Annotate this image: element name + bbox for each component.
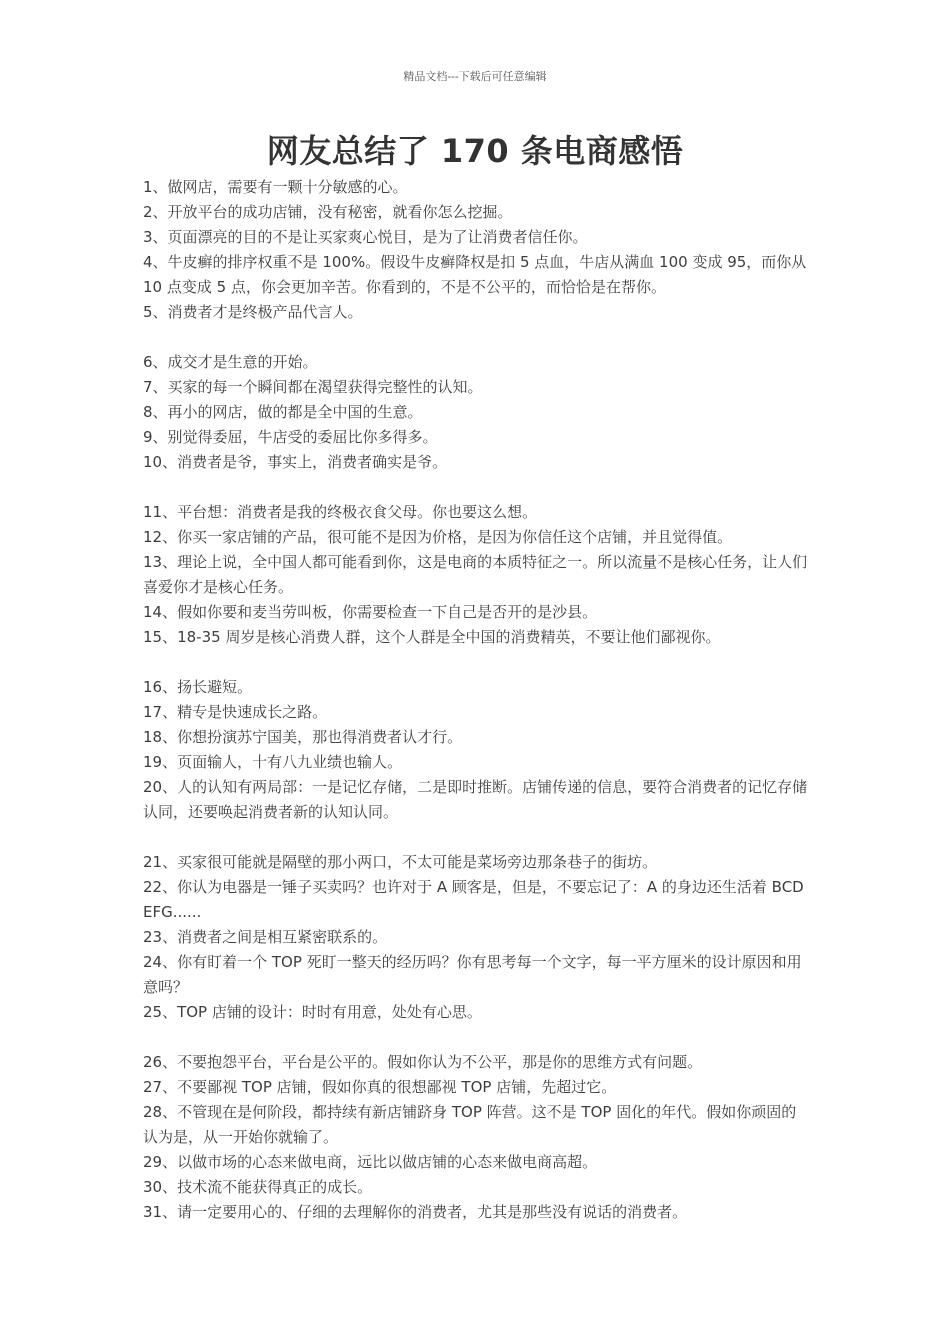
- list-item: 5、消费者才是终极产品代言人。: [143, 303, 363, 321]
- list-item: 1、做网店，需要有一颗十分敏感的心。: [143, 178, 408, 196]
- list-item: 31、请一定要用心的、仔细的去理解你的消费者，尤其是那些没有说话的消费者。: [143, 1203, 688, 1221]
- list-item: 17、精专是快速成长之路。: [143, 703, 328, 721]
- list-item: 13、理论上说，全中国人都可能看到你，这是电商的本质特征之一。所以流量不是核心任务，让人们喜爱你才是核心任务。: [143, 553, 808, 596]
- list-item: 26、不要抱怨平台，平台是公平的。假如你认为不公平，那是你的思维方式有问题。: [143, 1053, 703, 1071]
- paragraph-group: [143, 500, 809, 650]
- list-item: 24、你有盯着一个 TOP 死盯一整天的经历吗？你有思考每一个文字，每一平方厘米的设计原因和用意吗？: [143, 953, 802, 996]
- list-item: 23、消费者之间是相互紧密联系的。: [143, 928, 388, 946]
- list-item: 19、页面输人，十有八九业绩也输人。: [143, 753, 403, 771]
- list-item: 25、TOP 店铺的设计：时时有用意，处处有心思。: [143, 1003, 482, 1021]
- paragraph-group: [143, 350, 809, 475]
- list-item: 8、再小的网店，做的都是全中国的生意。: [143, 403, 423, 421]
- list-item: 6、成交才是生意的开始。: [143, 353, 318, 371]
- list-item: 16、扬长避短。: [143, 678, 253, 696]
- paragraph-group: [143, 675, 809, 825]
- document-body: [143, 175, 809, 1250]
- list-item: 30、技术流不能获得真正的成长。: [143, 1178, 373, 1196]
- paragraph-group: [143, 175, 809, 325]
- list-item: 22、你认为电器是一锤子买卖吗？也许对于 A 顾客是，但是，不要忘记了：A 的身边还生活着 BCDEFG......: [143, 878, 804, 921]
- paragraph-group: [143, 1050, 809, 1225]
- page-header: 精品文档---下载后可任意编辑: [403, 70, 547, 83]
- list-item: 21、买家很可能就是隔壁的那小两口，不太可能是菜场旁边那条巷子的街坊。: [143, 853, 658, 871]
- list-item: 14、假如你要和麦当劳叫板，你需要检查一下自己是否开的是沙县。: [143, 603, 598, 621]
- list-item: 3、页面漂亮的目的不是让买家爽心悦目，是为了让消费者信任你。: [143, 228, 588, 246]
- list-item: 27、不要鄙视 TOP 店铺，假如你真的很想鄙视 TOP 店铺，先超过它。: [143, 1078, 617, 1096]
- list-item: 20、人的认知有两局部：一是记忆存储，二是即时推断。店铺传递的信息，要符合消费者的记忆存储认同，还要唤起消费者新的认知认同。: [143, 778, 808, 821]
- list-item: 28、不管现在是何阶段，都持续有新店铺跻身 TOP 阵营。这不是 TOP 固化的年代。假如你顽固的认为是，从一开始你就输了。: [143, 1103, 797, 1146]
- document-title: 网友总结了 170 条电商感悟: [266, 132, 684, 170]
- list-item: 12、你买一家店铺的产品，很可能不是因为价格，是因为你信任这个店铺，并且觉得值。: [143, 528, 733, 546]
- list-item: 29、以做市场的心态来做电商，远比以做店铺的心态来做电商高超。: [143, 1153, 598, 1171]
- list-item: 7、买家的每一个瞬间都在渴望获得完整性的认知。: [143, 378, 483, 396]
- paragraph-group: [143, 850, 809, 1025]
- list-item: 9、别觉得委屈，牛店受的委屈比你多得多。: [143, 428, 438, 446]
- list-item: 11、平台想：消费者是我的终极衣食父母。你也要这么想。: [143, 503, 538, 521]
- list-item: 10、消费者是爷，事实上，消费者确实是爷。: [143, 453, 448, 471]
- list-item: 18、你想扮演苏宁国美，那也得消费者认才行。: [143, 728, 463, 746]
- list-item: 15、18-35 周岁是核心消费人群，这个人群是全中国的消费精英，不要让他们鄙视你。: [143, 628, 721, 646]
- list-item: 2、开放平台的成功店铺，没有秘密，就看你怎么挖掘。: [143, 203, 513, 221]
- list-item: 4、牛皮癣的排序权重不是 100%。假设牛皮癣降权是扣 5 点血，牛店从满血 100 变成 95，而你从 10 点变成 5 点，你会更加辛苦。你看到的，不是不公平的，而恰恰是在帮你。: [143, 253, 807, 296]
